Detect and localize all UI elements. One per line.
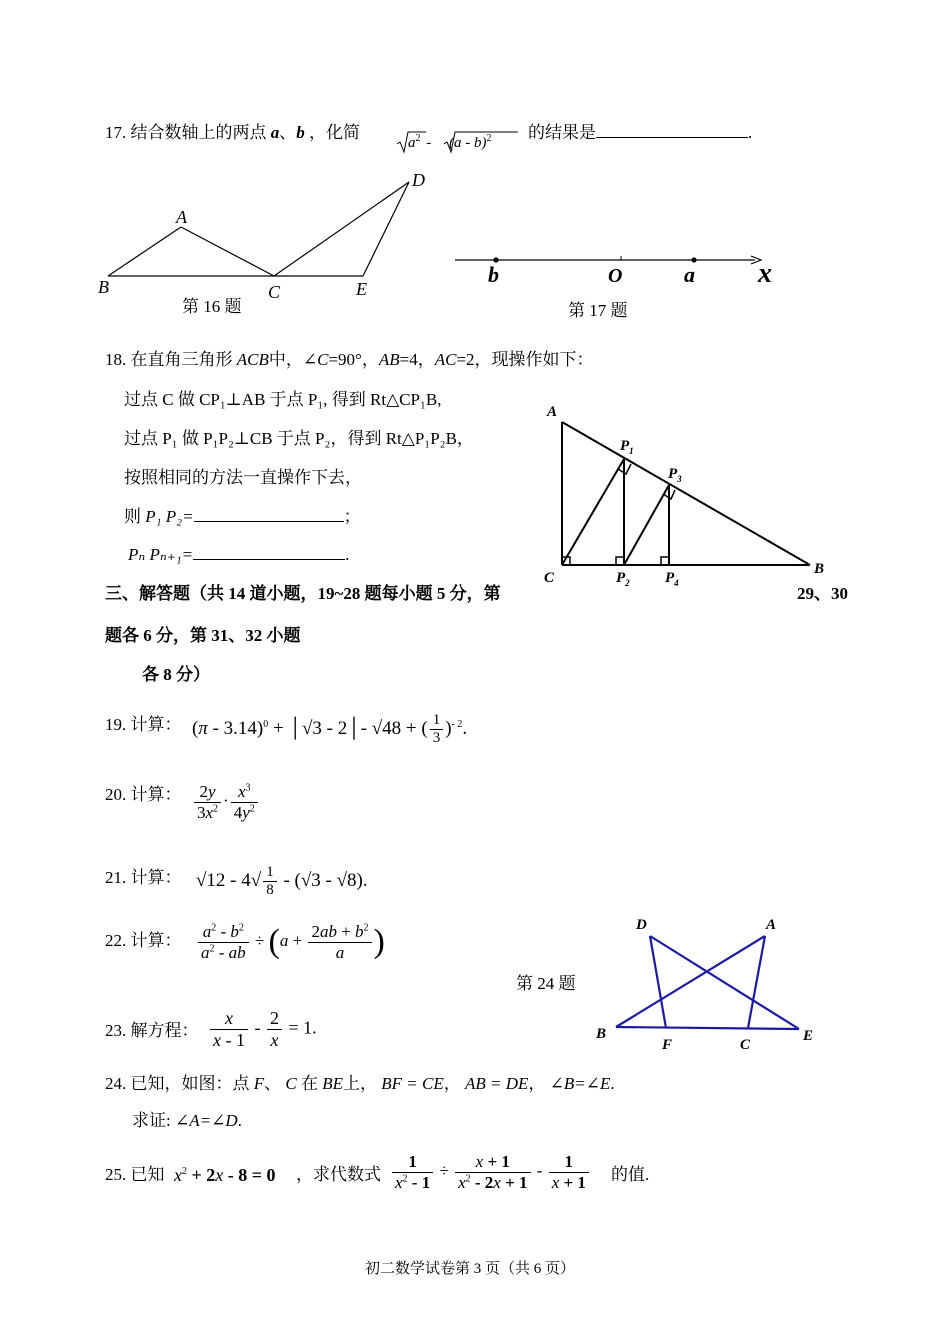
q24-F: F [253,1074,265,1093]
question-18-line6 [128,546,349,563]
q24-on: 在 [300,1074,318,1093]
q19-end: . [462,718,468,740]
q24-c1: ， [443,1074,461,1093]
question-20 [105,786,182,803]
q24-line2-eq: ∠A=∠D [174,1111,238,1130]
fig17-caption: 第 17 题 [568,301,628,320]
q24-up: 上， [343,1074,378,1093]
fig17-label-x: x [758,258,772,289]
figure-17 [455,248,785,293]
page-footer: 初二数学试卷第 3 页（共 6 页） [365,1261,576,1277]
fig18-right-angle-P4 [661,557,669,565]
fig18-label-B: B [814,561,825,577]
fig18-label-A: A [547,404,558,420]
q17-minus: - [426,135,432,151]
q17-expr-text: $a^2 - (a - b)^2$ [408,133,492,151]
q17-end: . [748,123,753,142]
q24-c2: ， [528,1074,546,1093]
fig16-AC [181,227,274,276]
q20-expression: $\frac{2y}{3x^2}$ · $\frac{x^3}{4y^2}$ [192,782,260,822]
q24-prefix: 24. 已知，如图：点 [105,1074,250,1093]
q21-end: . [362,870,368,892]
section-3-heading-line1: 三、解答题（共 14 道小题，19~28 题每小题 5 分，第 [105,584,501,603]
section-3-heading-right: 29、30 [797,584,848,603]
section-3-heading-line3: 各 8 分） [142,665,210,684]
fig18-label-C: C [544,570,555,586]
fig18-CP1 [562,459,624,565]
q17-answer-blank[interactable] [596,137,748,138]
q25-condition: $x^2 + 2x - 8 = 0$ [174,1165,276,1185]
fig17-label-a: a [684,262,695,287]
section-3-heading-line2: 题各 6 分，第 31、32 小题 [105,626,301,645]
question-18-line5 [124,508,361,525]
q24-C: C [285,1074,297,1093]
q17-expr1: a [408,135,416,151]
q18-rest2: =4， [399,350,435,369]
q17-suffix-line [528,124,752,141]
q17-mid: ，化简 [309,123,360,142]
fig24-DF [650,936,666,1028]
q18-line5-end: ； [343,507,361,526]
q18-acb: ACB [236,350,269,369]
q18-line5-prefix: 则 [124,507,141,526]
q18-ac: AC [434,350,457,369]
question-23 [105,1022,199,1039]
q24-eq2: AB = DE [464,1074,529,1093]
question-22 [105,932,182,949]
question-24-line1 [105,1075,615,1092]
q17-prefix: 17. 结合数轴上的两点 [105,123,267,142]
q18-answer-blank-2[interactable] [193,559,345,560]
question-21 [105,869,182,886]
question-18-line4: 按照相同的方法一直操作下去， [124,468,362,487]
fig16-label-E: E [356,279,367,299]
fig24-label-B: B [596,1026,607,1042]
fig17-label-b: b [488,262,499,287]
q24-eq1: BF = CE [381,1074,444,1093]
fig24-label-E: E [803,1028,814,1044]
q24-line2-end: . [237,1111,242,1130]
q18-answer-blank-1[interactable] [194,521,344,522]
q19-prefix: 19. 计算： [105,715,182,734]
fig16-label-A: A [176,207,187,227]
q18-prefix: 18. 在直角三角形 [105,350,233,369]
q17-suffix: 的结果是 [528,123,596,142]
q21-expression: √12 - 4√ $\frac{1}{8}$ - (√3 - √8). [196,864,368,899]
question-25-mid: ，求代数式 [296,1165,381,1184]
fig16-label-D: D [412,170,425,190]
q24-BE: BE [322,1074,344,1093]
q24-end: . [610,1074,615,1093]
q21-prefix: 21. 计算： [105,868,182,887]
question-18-line3: 过点 P₁ 做 P₁P₂⊥CB 于点 P₂，得到 Rt△P₁P₂B， [124,429,474,448]
fig24-label-A: A [766,917,777,933]
question-25-suffix: 的值. [611,1165,650,1184]
q20-prefix: 20. 计算： [105,785,182,804]
fig24-BE [616,1027,799,1029]
question-25-prefix: 25. 已知 [105,1165,165,1184]
fig18-right-angle-P2 [616,557,624,565]
q18-rest3: =2，现操作如下： [456,350,594,369]
q17-expr2: (a - b) [449,135,487,151]
question-18-line1 [105,351,594,368]
q18-mid: 中，∠ [268,350,318,369]
q17-var-b: b [296,123,305,142]
fig17-label-O: O [608,265,623,287]
q17-var-a: a [270,123,280,142]
fig16-DE [363,182,409,276]
fig24-AC [748,936,765,1028]
q22-expression: $\frac{a^2 - b^2}{a^2 - ab}$ ÷ (a + $\frac{2ab + b^2}{a}$ ) [196,922,385,962]
fig24-BA [616,936,765,1027]
figure-24 [590,910,830,1060]
q18-line6-end: . [345,545,350,564]
fig16-CD [274,182,409,276]
question-17 [105,124,360,141]
figure-18 [540,400,840,590]
q23-prefix: 23. 解方程： [105,1021,199,1040]
q18-ab: AB [378,350,400,369]
fig16-BA [108,227,181,276]
q22-prefix: 22. 计算： [105,931,182,950]
q24-sep: 、 [264,1074,282,1093]
figure-16 [95,170,435,320]
q18-c: C [317,350,329,369]
q23-expression: $\frac{x}{x - 1}$ - $\frac{2}{x}$ = 1. [208,1008,317,1050]
q19-expression: (π - 3.14)$^0$ + │√3 - 2│- √48 + ( $\frac{1}{3}$ )$^{- 2}$. [192,712,468,747]
question-24-line2 [132,1112,242,1129]
fig24-label-D: D [636,917,647,933]
fig16-label-C: C [268,282,281,302]
fig18-label-P4: $P_4$ [665,570,679,588]
q24-line2-prefix: 求证: [132,1111,175,1130]
fig24-label-C: C [740,1037,751,1053]
q18-rest1: =90°， [328,350,379,369]
q18-line5-var: P₁ P₂= [145,507,194,526]
question-19 [105,716,182,733]
q24-eq3: ∠B=∠E [549,1074,611,1093]
q23-end: . [312,1017,317,1038]
fig24-caption: 第 24 题 [516,974,576,993]
q18-line6-var: Pₙ Pₙ₊₁= [128,545,194,564]
fig16-label-B: B [98,277,109,297]
fig18-label-P1: $P_1$ [620,438,634,456]
fig18-label-P2: $P_2$ [616,570,630,588]
fig24-label-F: F [662,1037,673,1053]
q25-expression: $\frac{1}{x^2 - 1}$ ÷ $\frac{x + 1}{x^2 - 2x + 1}$ - $\frac{1}{x + 1}$ [390,1152,591,1192]
fig18-AB [562,422,810,565]
question-18-line2: 过点 C 做 CP₁⊥AB 于点 P₁, 得到 Rt△CP₁B, [124,390,442,409]
fig24-DE [650,936,799,1029]
q17-sep: 、 [279,123,297,142]
fig18-label-P3: $P_3$ [668,466,682,484]
fig18-P2P3 [624,485,669,565]
fig16-caption: 第 16 题 [182,297,242,316]
